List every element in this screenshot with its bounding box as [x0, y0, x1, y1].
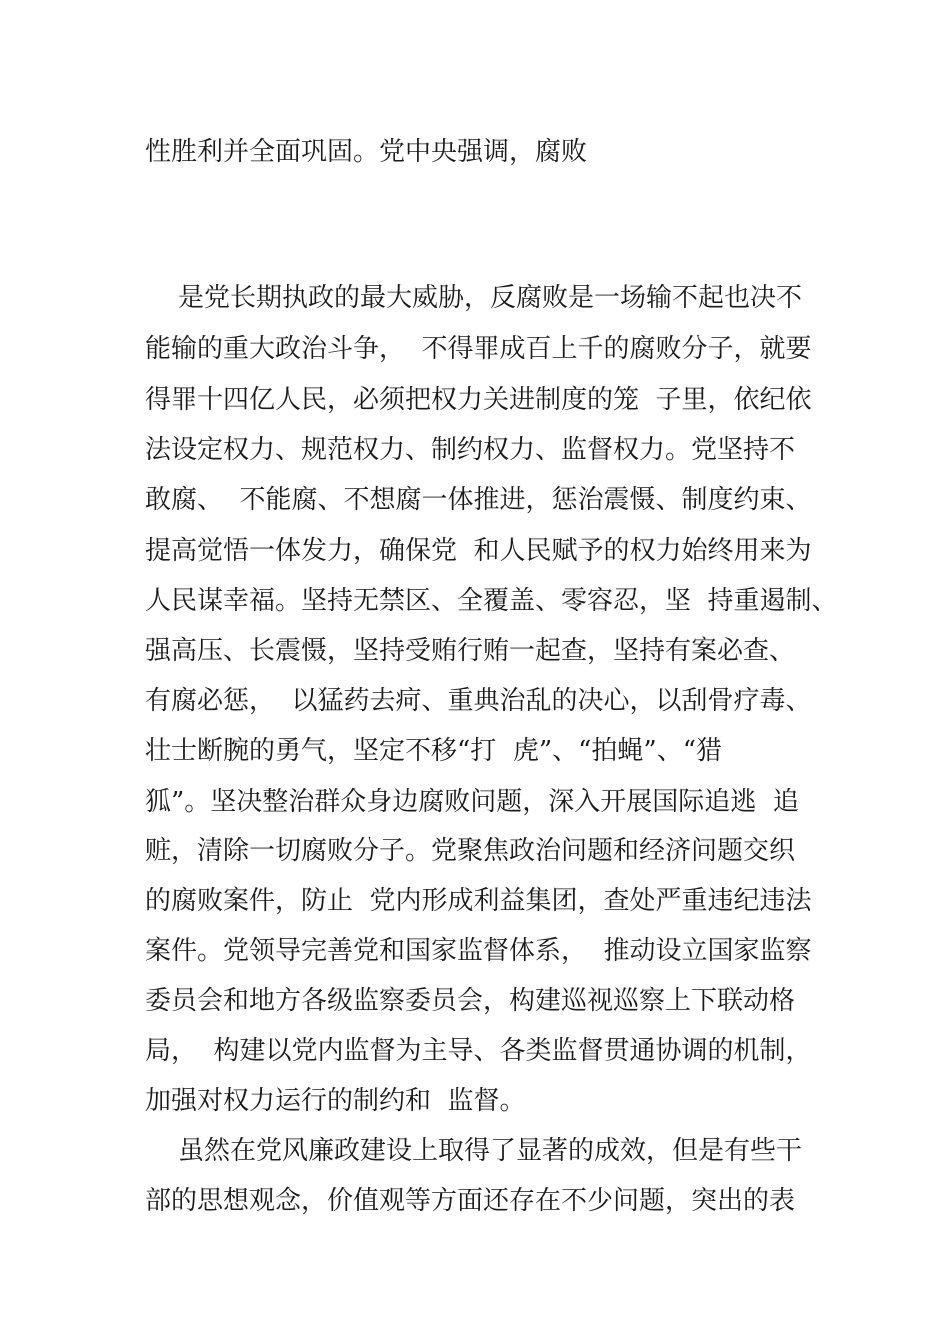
text-line-7: 提高觉悟一体发力，确保党 和人民赋予的权力始终用来为	[145, 536, 812, 566]
text-line-11: 壮士断腕的勇气，坚定不移“打 虎”、“拍蝇”、“猎	[145, 736, 722, 766]
text-line-14: 的腐败案件，防止 党内形成利益集团，查处严重违纪违法	[145, 886, 812, 916]
text-line-13: 赃，清除一切腐败分子。党聚焦政治问题和经济问题交织	[145, 836, 796, 866]
text-line-12: 狐”。坚决整治群众身边腐败问题，深入开展国际追逃 追	[145, 787, 799, 817]
text-line-16: 委员会和地方各级监察委员会，构建巡视巡察上下联动格	[145, 986, 796, 1016]
text-line-10: 有腐必惩， 以猛药去疴、重典治乱的决心，以刮骨疗毒、	[145, 686, 812, 716]
text-line-20: 部的思想观念，价值观等方面还存在不少问题，突出的表	[145, 1186, 796, 1216]
text-line-17: 局， 构建以党内监督为主导、各类监督贯通协调的机制，	[145, 1036, 812, 1066]
text-line-18: 加强对权力运行的制约和 监督。	[145, 1086, 526, 1116]
text-line-6: 敢腐、 不能腐、不想腐一体推进，惩治震慑、制度约束、	[145, 485, 812, 515]
text-line-15: 案件。党领导完善党和国家监督体系， 推动设立国家监察	[145, 936, 812, 966]
text-line-1: 性胜利并全面巩固。党中央强调，腐败	[145, 137, 588, 167]
text-line-8: 人民谋幸福。坚持无禁区、全覆盖、零容忍，坚 持重遏制、	[145, 586, 838, 616]
text-line-5: 法设定权力、规范权力、制约权力、监督权力。党坚持不	[145, 435, 796, 465]
text-line-19: 虽然在党风廉政建设上取得了显著的成效，但是有些干	[145, 1136, 803, 1166]
text-line-3: 能输的重大政治斗争， 不得罪成百上千的腐败分子，就要	[145, 334, 812, 364]
text-line-9: 强高压、长震慑，坚持受贿行贿一起查，坚持有案必查、	[145, 636, 796, 666]
text-line-2: 是党长期执政的最大威胁，反腐败是一场输不起也决不	[145, 283, 803, 313]
text-line-4: 得罪十四亿人民，必须把权力关进制度的笼 子里，依纪依	[145, 385, 812, 415]
